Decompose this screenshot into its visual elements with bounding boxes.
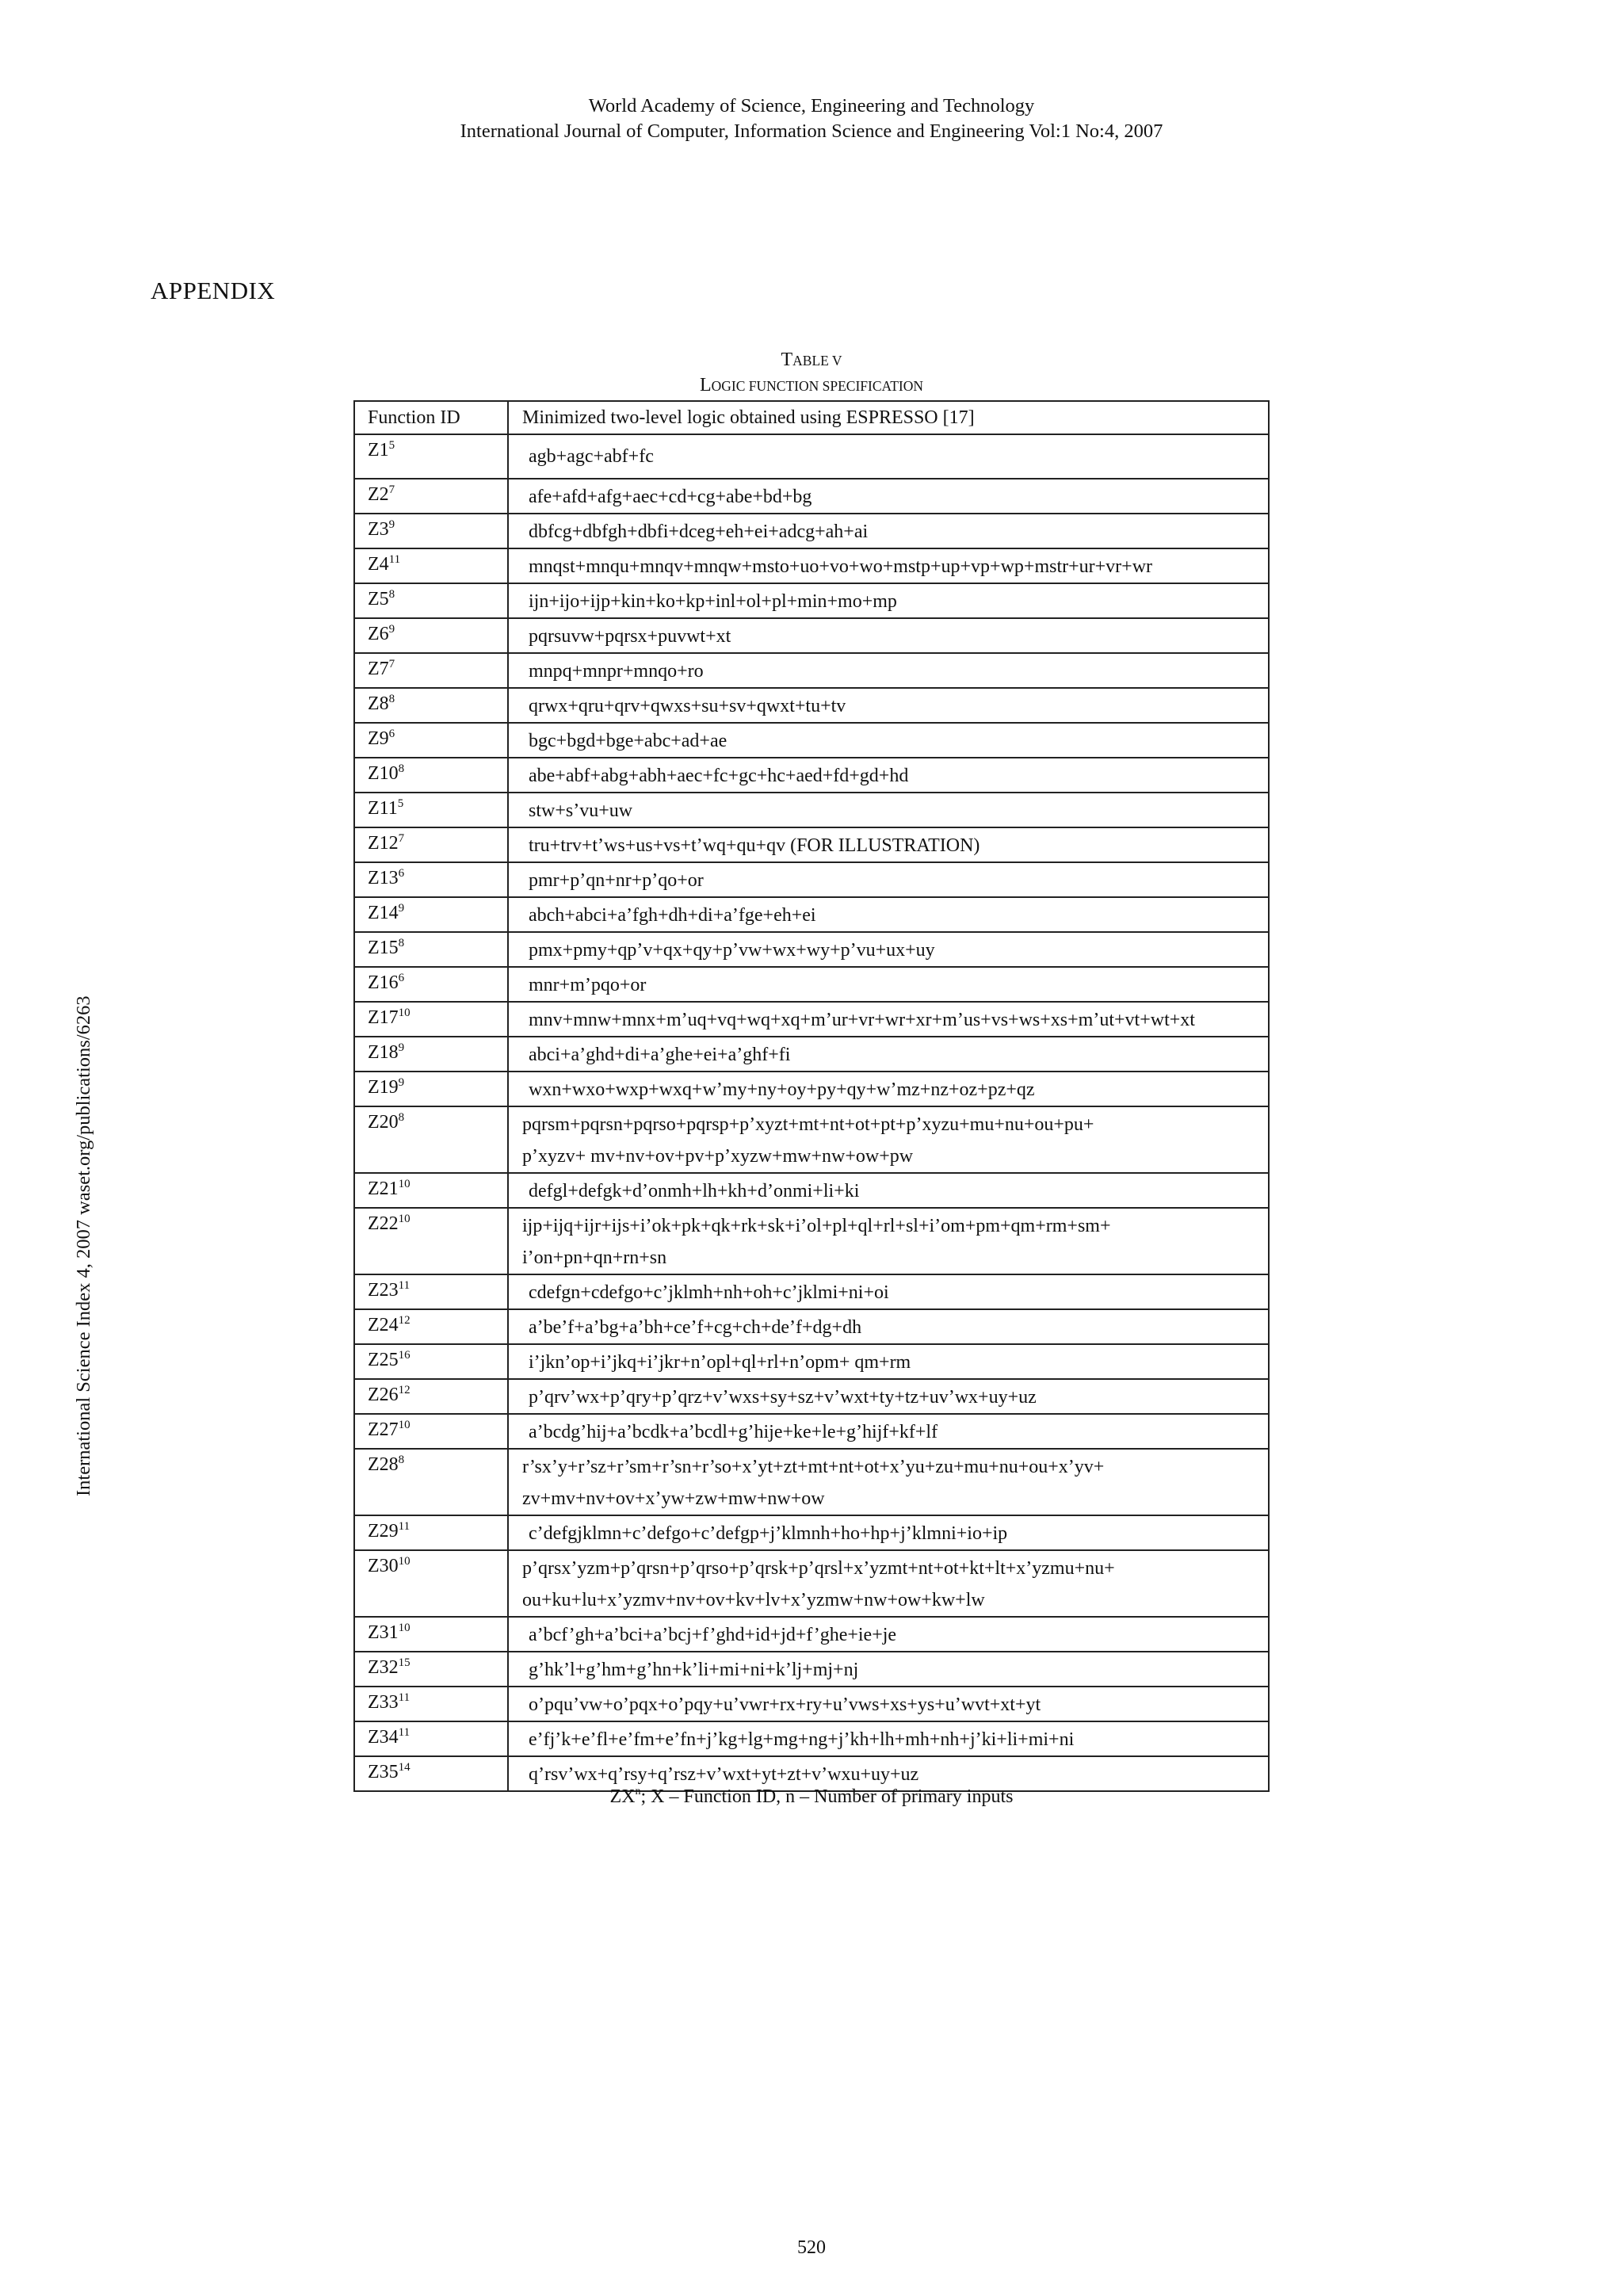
function-id: $Z8^8$: [368, 693, 395, 714]
function-id-cell: [354, 618, 508, 653]
input-count: 10: [398, 1007, 411, 1019]
table-row: [354, 479, 1269, 514]
table-row: [354, 967, 1269, 1002]
function-id-cell: [354, 1414, 508, 1449]
logic-expression-cell: [508, 1173, 1269, 1208]
logic-expression: q’rsv’wx+q’rsy+q’rsz+v’wxt+yt+zt+v’wxu+uy+uz: [529, 1764, 919, 1785]
input-count: 15: [398, 1656, 411, 1669]
table-row: [354, 1652, 1269, 1687]
input-count: 7: [388, 658, 395, 670]
input-count: 10: [398, 1555, 411, 1568]
logic-expression-cell: [508, 1106, 1269, 1173]
logic-expression-cell: [508, 1072, 1269, 1106]
logic-expression: o’pqu’vw+o’pqx+o’pqy+u’vwr+rx+ry+u’vws+xs+ys+u’wvt+xt+yt: [529, 1694, 1041, 1715]
logic-expression-cell: [508, 897, 1269, 932]
table-row: [354, 1309, 1269, 1344]
logic-expression-continued: ou+ku+lu+x’yzmv+nv+ov+kv+lv+x’yzmw+nw+ow+kw+lw: [522, 1590, 985, 1610]
function-id-cell: [354, 1208, 508, 1274]
function-id-cell: [354, 932, 508, 967]
input-count: 12: [398, 1314, 411, 1327]
input-count: 11: [398, 1726, 411, 1739]
logic-expression-cell: [508, 1449, 1269, 1515]
function-id-cell: [354, 1449, 508, 1515]
logic-expression-cell: [508, 479, 1269, 514]
input-count: 9: [398, 1076, 405, 1089]
column-header-logic: Minimized two-level logic obtained using ESPRESSO [17]: [508, 401, 1269, 434]
function-id-cell: [354, 1309, 508, 1344]
function-id: $Z13^6$: [368, 867, 405, 888]
logic-expression-cell: [508, 1652, 1269, 1687]
journal-header-line2: International Journal of Computer, Information Science and Engineering Vol:1 No:4, 2007: [460, 120, 1163, 142]
input-count: 6: [398, 972, 405, 984]
table-row: [354, 932, 1269, 967]
function-id: $Z3^9$: [368, 518, 395, 540]
function-id-cell: [354, 1106, 508, 1173]
logic-expression-continued: i’on+pn+qn+rn+sn: [522, 1247, 667, 1268]
logic-expression-cell: [508, 793, 1269, 827]
function-id: $Z24^{12}$: [368, 1314, 411, 1335]
logic-expression: cdefgn+cdefgo+c’jklmh+nh+oh+c’jklmi+ni+oi: [529, 1282, 889, 1303]
table-row: [354, 1208, 1269, 1274]
logic-expression: c’defgjklmn+c’defgo+c’defgp+j’klmnh+ho+hp+j’klmni+io+ip: [529, 1523, 1008, 1544]
function-id: $Z23^{11}$: [368, 1279, 411, 1301]
table-row: [354, 1072, 1269, 1106]
table-row: [354, 583, 1269, 618]
table-row: [354, 827, 1269, 862]
input-count: 7: [388, 483, 395, 496]
table-row: [354, 1617, 1269, 1652]
function-id-cell: [354, 1072, 508, 1106]
logic-expression-cell: [508, 758, 1269, 793]
logic-expression-cell: [508, 514, 1269, 548]
logic-expression: g’hk’l+g’hm+g’hn+k’li+mi+ni+k’lj+mj+nj: [529, 1660, 859, 1680]
function-id: $Z2^7$: [368, 483, 395, 505]
table-body: [354, 434, 1269, 1791]
table-row: [354, 1550, 1269, 1617]
logic-expression-cell: [508, 1344, 1269, 1379]
logic-expression: a’bcdg’hij+a’bcdk+a’bcdl+g’hije+ke+le+g’hijf+kf+lf: [529, 1422, 938, 1442]
input-count: 14: [398, 1761, 411, 1774]
function-id: $Z21^{10}$: [368, 1178, 411, 1199]
input-count: 8: [388, 588, 395, 601]
logic-expression: pqrsm+pqrsn+pqrso+pqrsp+p’xyzt+mt+nt+ot+pt+p’xyzu+mu+nu+ou+pu+: [522, 1114, 1094, 1135]
function-id-cell: [354, 688, 508, 723]
function-id: $Z29^{11}$: [368, 1520, 411, 1541]
logic-expression-cell: [508, 653, 1269, 688]
logic-expression-continued: zv+mv+nv+ov+x’yw+zw+mw+nw+ow: [522, 1488, 825, 1509]
function-id: $Z33^{11}$: [368, 1691, 411, 1713]
logic-function-table: [353, 400, 1270, 1792]
function-id-cell: [354, 1550, 508, 1617]
input-count: 8: [388, 693, 395, 705]
function-id-cell: [354, 1274, 508, 1309]
input-count: 6: [398, 867, 405, 880]
section-title: APPENDIX: [151, 277, 276, 304]
table-row: [354, 1274, 1269, 1309]
function-id-cell: [354, 1173, 508, 1208]
logic-expression: qrwx+qru+qrv+qwxs+su+sv+qwxt+tu+tv: [529, 696, 846, 716]
table-row: [354, 1037, 1269, 1072]
function-id: $Z4^{11}$: [368, 553, 401, 575]
logic-expression: mnpq+mnpr+mnqo+ro: [529, 661, 704, 682]
table-row: [354, 1106, 1269, 1173]
function-id-cell: [354, 897, 508, 932]
function-id: $Z12^7$: [368, 832, 405, 854]
function-id-cell: [354, 1379, 508, 1414]
function-id-cell: [354, 479, 508, 514]
input-count: 9: [388, 518, 395, 531]
table-row: [354, 688, 1269, 723]
logic-expression-cell: [508, 1309, 1269, 1344]
input-count: 11: [398, 1279, 411, 1292]
table-row: [354, 514, 1269, 548]
function-id: $Z20^8$: [368, 1111, 405, 1133]
table-row: [354, 862, 1269, 897]
logic-expression: afe+afd+afg+aec+cd+cg+abe+bd+bg: [529, 487, 812, 507]
function-id-cell: [354, 1037, 508, 1072]
input-count: 12: [398, 1384, 411, 1396]
table-row: [354, 1173, 1269, 1208]
logic-expression-cell: [508, 1550, 1269, 1617]
logic-expression-cell: [508, 583, 1269, 618]
table-row: [354, 1002, 1269, 1037]
input-count: 11: [398, 1520, 411, 1533]
logic-expression: mnv+mnw+mnx+m’uq+vq+wq+xq+m’ur+vr+wr+xr+m’us+vs+ws+xs+m’ut+vt+wt+xt: [529, 1010, 1195, 1030]
table-caption-number: TABLE V: [781, 350, 842, 370]
function-id: $Z26^{12}$: [368, 1384, 411, 1405]
table-row: [354, 618, 1269, 653]
table-row: [354, 793, 1269, 827]
function-id-cell: [354, 793, 508, 827]
input-count: 8: [398, 1454, 405, 1466]
function-id-cell: [354, 548, 508, 583]
table-header-row: [354, 401, 1269, 434]
input-count: 11: [388, 553, 401, 566]
input-count: 10: [398, 1419, 411, 1431]
function-id: $Z35^{14}$: [368, 1761, 411, 1782]
logic-expression: wxn+wxo+wxp+wxq+w’my+ny+oy+py+qy+w’mz+nz+oz+pz+qz: [529, 1079, 1035, 1100]
function-id: $Z34^{11}$: [368, 1726, 411, 1748]
logic-expression: a’bcf’gh+a’bci+a’bcj+f’ghd+id+jd+f’ghe+ie+je: [529, 1625, 897, 1645]
table-row: [354, 758, 1269, 793]
input-count: 9: [398, 1041, 405, 1054]
function-id: $Z6^9$: [368, 623, 395, 644]
logic-expression: pmx+pmy+qp’v+qx+qy+p’vw+wx+wy+p’vu+ux+uy: [529, 940, 935, 961]
function-id: $Z18^9$: [368, 1041, 405, 1063]
function-id: $Z7^7$: [368, 658, 395, 679]
logic-expression: bgc+bgd+bge+abc+ad+ae: [529, 731, 727, 751]
function-id: $Z11^5$: [368, 797, 404, 819]
input-count: 6: [388, 728, 395, 740]
logic-expression: i’jkn’op+i’jkq+i’jkr+n’opl+ql+rl+n’opm+ qm+rm: [529, 1352, 911, 1373]
function-id-cell: [354, 723, 508, 758]
journal-header: [0, 94, 1623, 144]
input-count: 10: [398, 1213, 411, 1225]
function-id: $Z9^6$: [368, 728, 395, 749]
table-footnote: $ZX^n$; X – Function ID, n – Number of primary inputs: [609, 1786, 1014, 1807]
input-count: 9: [398, 902, 405, 915]
function-id: $Z14^9$: [368, 902, 405, 923]
column-header-function-id: Function ID: [354, 401, 508, 434]
logic-expression: pqrsuvw+pqrsx+puvwt+xt: [529, 626, 731, 647]
function-id: $Z15^8$: [368, 937, 405, 958]
function-id: $Z1^5$: [368, 439, 395, 460]
logic-expression-cell: [508, 1617, 1269, 1652]
function-id-cell: [354, 967, 508, 1002]
table-row: [354, 548, 1269, 583]
logic-expression-cell: [508, 618, 1269, 653]
function-id: $Z30^{10}$: [368, 1555, 411, 1576]
logic-expression-cell: [508, 723, 1269, 758]
function-id-cell: [354, 1652, 508, 1687]
input-count: 5: [388, 439, 395, 452]
logic-expression: defgl+defgk+d’onmh+lh+kh+d’onmi+li+ki: [529, 1181, 860, 1201]
logic-expression: tru+trv+t’ws+us+vs+t’wq+qu+qv (FOR ILLUSTRATION): [529, 835, 980, 856]
logic-expression: dbfcg+dbfgh+dbfi+dceg+eh+ei+adcg+ah+ai: [529, 521, 869, 542]
logic-expression-cell: [508, 1414, 1269, 1449]
function-id-cell: [354, 434, 508, 479]
logic-expression: ijn+ijo+ijp+kin+ko+kp+inl+ol+pl+min+mo+mp: [529, 591, 897, 612]
logic-expression-cell: [508, 688, 1269, 723]
function-id-cell: [354, 1344, 508, 1379]
side-citation: International Science Index 4, 2007 waset.org/publications/6263: [73, 995, 94, 1496]
logic-expression-cell: [508, 932, 1269, 967]
function-id: $Z28^8$: [368, 1454, 405, 1475]
input-count: 10: [398, 1622, 411, 1634]
logic-expression: stw+s’vu+uw: [529, 800, 633, 821]
function-id: $Z22^{10}$: [368, 1213, 411, 1234]
logic-expression: e’fj’k+e’fl+e’fm+e’fn+j’kg+lg+mg+ng+j’kh+lh+mh+nh+j’ki+li+mi+ni: [529, 1729, 1075, 1750]
function-id: $Z27^{10}$: [368, 1419, 411, 1440]
logic-expression-continued: p’xyzv+ mv+nv+ov+pv+p’xyzw+mw+nw+ow+pw: [522, 1146, 914, 1167]
input-count: 8: [398, 937, 405, 949]
logic-expression-cell: [508, 862, 1269, 897]
function-id-cell: [354, 1515, 508, 1550]
logic-expression-cell: [508, 1379, 1269, 1414]
input-count: 10: [398, 1178, 411, 1190]
table-row: [354, 1721, 1269, 1756]
table-row: [354, 1344, 1269, 1379]
logic-expression: abci+a’ghd+di+a’ghe+ei+a’ghf+fi: [529, 1045, 791, 1065]
logic-expression: agb+agc+abf+fc: [529, 446, 654, 467]
function-id: $Z32^{15}$: [368, 1656, 411, 1678]
function-id: $Z5^8$: [368, 588, 395, 609]
function-id-cell: [354, 583, 508, 618]
logic-expression: a’be’f+a’bg+a’bh+ce’f+cg+ch+de’f+dg+dh: [529, 1317, 862, 1338]
function-id-cell: [354, 514, 508, 548]
logic-expression: ijp+ijq+ijr+ijs+i’ok+pk+qk+rk+sk+i’ol+pl+ql+rl+sl+i’om+pm+qm+rm+sm+: [522, 1216, 1111, 1236]
table-row: [354, 897, 1269, 932]
logic-expression-cell: [508, 1687, 1269, 1721]
logic-expression: p’qrv’wx+p’qry+p’qrz+v’wxs+sy+sz+v’wxt+ty+tz+uv’wx+uy+uz: [529, 1387, 1037, 1408]
logic-expression: mnr+m’pqo+or: [529, 975, 647, 995]
input-count: 5: [397, 797, 404, 810]
logic-expression: abe+abf+abg+abh+aec+fc+gc+hc+aed+fd+gd+hd: [529, 766, 909, 786]
logic-expression: mnqst+mnqu+mnqv+mnqw+msto+uo+vo+wo+mstp+up+vp+wp+mstr+ur+vr+wr: [529, 556, 1153, 577]
input-count: 9: [388, 623, 395, 636]
logic-expression-cell: [508, 827, 1269, 862]
logic-expression-cell: [508, 1208, 1269, 1274]
input-count: 8: [398, 762, 405, 775]
logic-expression: pmr+p’qn+nr+p’qo+or: [529, 870, 704, 891]
function-id: $Z16^6$: [368, 972, 405, 993]
table-row: [354, 1379, 1269, 1414]
function-id-cell: [354, 1617, 508, 1652]
journal-header-line1: World Academy of Science, Engineering and Technology: [588, 95, 1035, 117]
function-id: $Z19^9$: [368, 1076, 405, 1098]
input-count: 8: [398, 1111, 405, 1124]
table-row: [354, 1449, 1269, 1515]
logic-expression-cell: [508, 434, 1269, 479]
function-id: $Z31^{10}$: [368, 1622, 411, 1643]
logic-expression-cell: [508, 1274, 1269, 1309]
logic-expression-cell: [508, 1721, 1269, 1756]
input-count: 11: [398, 1691, 411, 1704]
input-count: 16: [398, 1349, 411, 1362]
logic-expression-cell: [508, 1002, 1269, 1037]
logic-expression-cell: [508, 1037, 1269, 1072]
logic-expression-cell: [508, 1515, 1269, 1550]
table-row: [354, 434, 1269, 479]
logic-expression-cell: [508, 967, 1269, 1002]
page-number: 520: [797, 2237, 826, 2258]
function-id: $Z25^{16}$: [368, 1349, 411, 1370]
table-row: [354, 1515, 1269, 1550]
table-row: [354, 1687, 1269, 1721]
function-id-cell: [354, 1721, 508, 1756]
logic-expression: abch+abci+a’fgh+dh+di+a’fge+eh+ei: [529, 905, 816, 926]
function-id-cell: [354, 827, 508, 862]
table-row: [354, 723, 1269, 758]
function-id-cell: [354, 758, 508, 793]
table-row: [354, 653, 1269, 688]
function-id-cell: [354, 1002, 508, 1037]
input-count: 7: [398, 832, 405, 845]
function-id-cell: [354, 1687, 508, 1721]
table-row: [354, 1414, 1269, 1449]
logic-expression: p’qrsx’yzm+p’qrsn+p’qrso+p’qrsk+p’qrsl+x’yzmt+nt+ot+kt+lt+x’yzmu+nu+: [522, 1558, 1115, 1579]
logic-expression-cell: [508, 548, 1269, 583]
table-caption-title: LOGIC FUNCTION SPECIFICATION: [699, 375, 924, 395]
function-id: $Z10^8$: [368, 762, 405, 784]
function-id-cell: [354, 653, 508, 688]
function-id-cell: [354, 862, 508, 897]
logic-expression: r’sx’y+r’sz+r’sm+r’sn+r’so+x’yt+zt+mt+nt+ot+x’yu+zu+mu+nu+ou+x’yv+: [522, 1457, 1105, 1477]
function-id: $Z17^{10}$: [368, 1007, 411, 1028]
